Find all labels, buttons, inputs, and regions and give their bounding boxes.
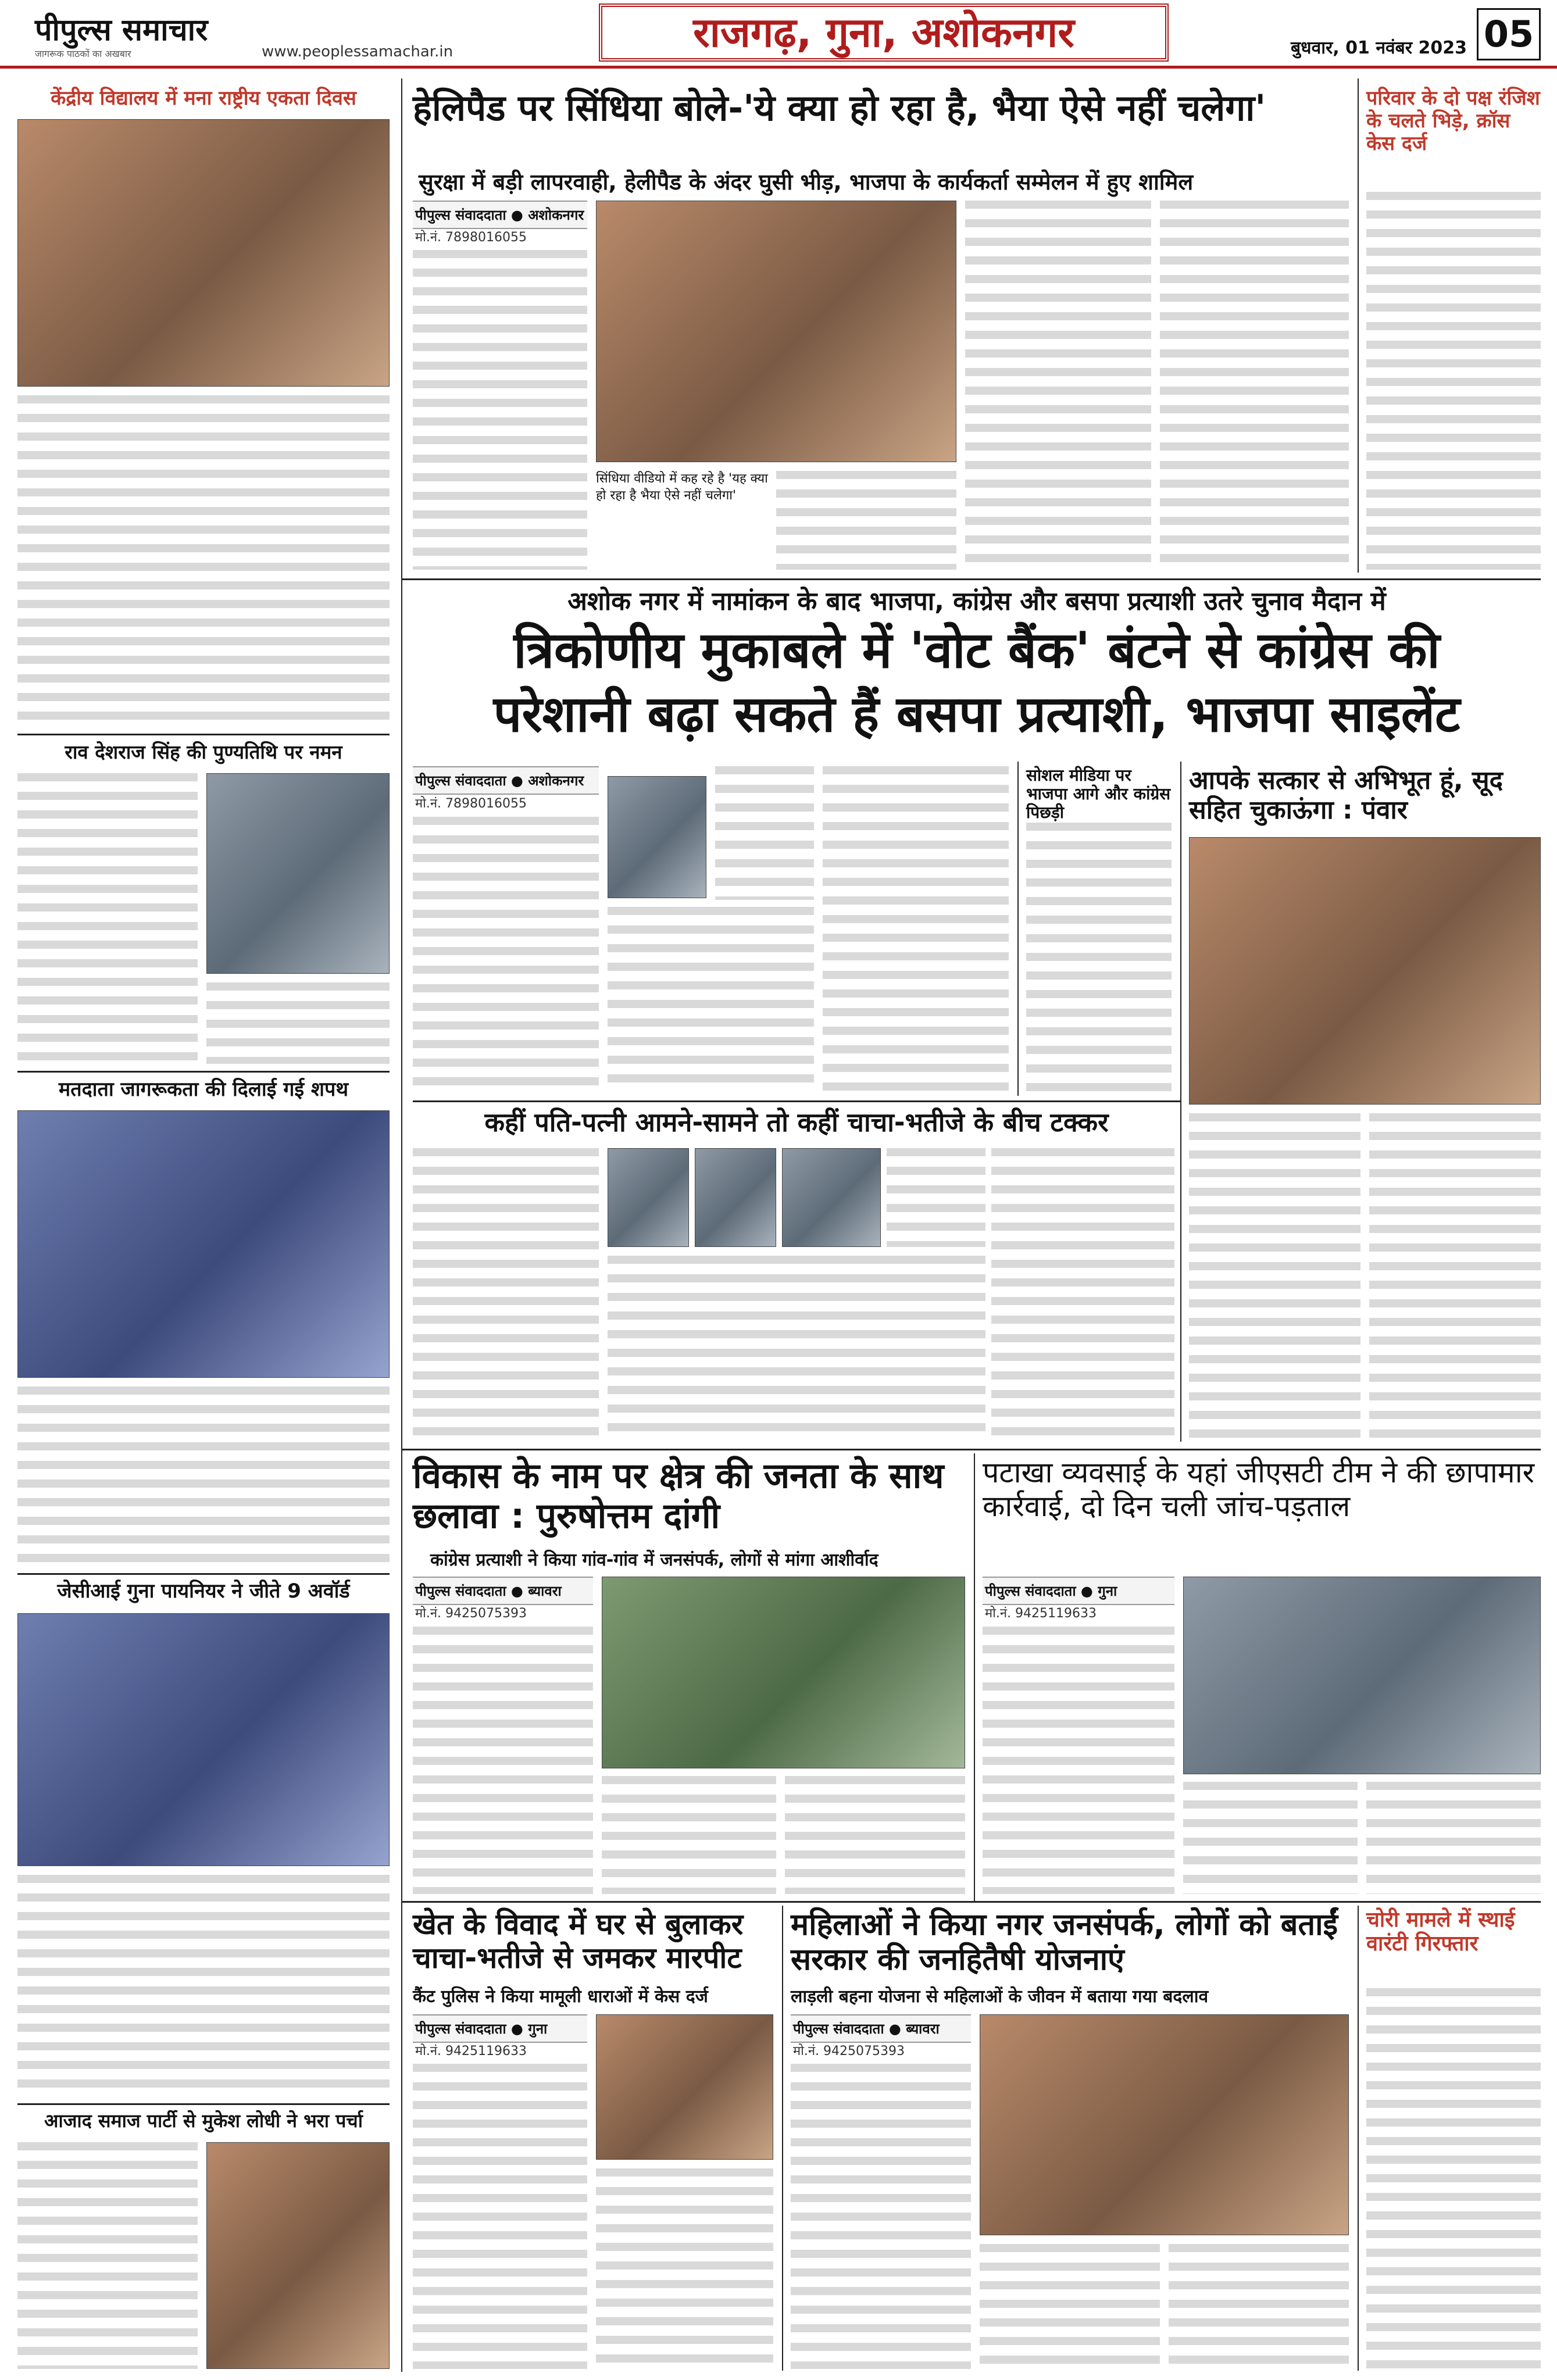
banner-kicker: अशोक नगर में नामांकन के बाद भाजपा, कांग्रेस और बसपा प्रत्याशी उतरे चुनाव मैदान में xyxy=(567,587,1386,616)
column-rule xyxy=(1358,78,1359,573)
pawar-headline: आपके सत्कार से अभिभूत हूं, सूद सहित चुकाऊंगा : पंवार xyxy=(1189,766,1504,825)
vikas-text-1 xyxy=(413,1627,593,1894)
khet-subhead: कैंट पुलिस ने किया मामूली धाराओं में केस दर्ज xyxy=(413,1986,708,2007)
vikas-photo xyxy=(602,1577,965,1768)
khet-text-1 xyxy=(413,2064,587,2369)
lead-text-4 xyxy=(1160,201,1349,570)
khet-mobile: मो.नं. 9425119633 xyxy=(415,2044,527,2059)
candidate-photo-1 xyxy=(608,1148,689,1247)
divider xyxy=(17,2103,390,2105)
khet-text-2 xyxy=(596,2168,773,2369)
gst-text-1 xyxy=(983,1627,1174,1894)
right-top-headline: परिवार के दो पक्ष रंजिश के चलते भिड़े, क्रॉस केस दर्ज xyxy=(1366,87,1540,156)
mahila-photo xyxy=(980,2014,1349,2235)
family-text-1 xyxy=(413,1148,599,1442)
masthead-url: www.peoplessamachar.in xyxy=(262,43,453,60)
lead-headline: हेलिपैड पर सिंधिया बोले-'ये क्या हो रहा है, भैया ऐसे नहीं चलेगा' xyxy=(413,87,1266,129)
pawar-text-1 xyxy=(1189,1113,1360,1442)
masthead xyxy=(0,0,1557,69)
mahila-text-1 xyxy=(791,2064,971,2369)
chori-text xyxy=(1366,1988,1541,2369)
left-h4: जेसीआई गुना पायनियर ने जीते 9 अवॉर्ड xyxy=(57,1579,350,1603)
pawar-text-2 xyxy=(1369,1113,1541,1442)
logo-tagline: जागरूक पाठकों का अखबार xyxy=(35,48,131,59)
vikas-text-2 xyxy=(602,1776,776,1894)
gst-text-2 xyxy=(1183,1782,1358,1894)
column-rule xyxy=(974,1453,975,1901)
mahila-byline: पीपुल्स संवाददाता ● ब्यावरा xyxy=(791,2014,971,2043)
masthead-logo: पीपुल्स समाचार जागरूक पाठकों का अखबार xyxy=(35,13,208,59)
banner-mobile: मो.नं. 7898016055 xyxy=(415,796,527,811)
social-headline: सोशल मीडिया पर भाजपा आगे और कांग्रेस पिछड़ी xyxy=(1026,766,1171,823)
divider xyxy=(401,1901,1541,1903)
candidate-photo-3 xyxy=(782,1148,881,1247)
candidate-photo-2 xyxy=(695,1148,776,1247)
tribute-photo xyxy=(206,773,390,974)
tribute-text-2 xyxy=(206,982,390,1064)
vikas-mobile: मो.नं. 9425075393 xyxy=(415,1606,527,1621)
candidate-photo xyxy=(608,776,706,898)
chori-headline: चोरी मामले में स्थाई वारंटी गिरफ्तार xyxy=(1366,1908,1515,1956)
right-top-text xyxy=(1366,192,1541,570)
divider xyxy=(401,578,1541,580)
left-h2: राव देशराज सिंह की पुण्यतिथि पर नमन xyxy=(65,741,342,763)
voter-awareness-photo xyxy=(17,1110,390,1378)
jci-awards-text xyxy=(17,1875,390,2096)
nomination-photo xyxy=(206,2142,390,2369)
page-number: 05 xyxy=(1477,8,1541,60)
khet-headline: खेत के विवाद में घर से बुलाकर चाचा-भतीजे से जमकर मारपीट xyxy=(413,1907,744,1975)
gst-photo xyxy=(1183,1577,1541,1774)
left-h1: केंद्रीय विद्यालय में मना राष्ट्रीय एकता दिवस xyxy=(51,87,356,110)
pawar-photo xyxy=(1189,837,1541,1105)
lead-photo-caption: सिंधिया वीडियो में कह रहे है 'यह क्या हो रहा है भैया ऐसे नहीं चलेगा' xyxy=(596,471,768,503)
gst-byline: पीपुल्स संवाददाता ● गुना xyxy=(983,1577,1174,1605)
family-headline: कहीं पति-पत्नी आमने-सामने तो कहीं चाचा-भतीजे के बीच टक्कर xyxy=(484,1107,1109,1138)
gst-mobile: मो.नं. 9425119633 xyxy=(985,1606,1097,1621)
lead-mobile: मो.नं. 7898016055 xyxy=(415,230,527,245)
lead-byline: पीपुल्स संवाददाता ● अशोकनगर xyxy=(413,201,587,229)
tribute-text xyxy=(17,773,198,1064)
column-rule xyxy=(1358,1906,1359,2371)
region-title: राजगढ़, गुना, अशोकनगर xyxy=(599,3,1169,62)
jci-awards-photo xyxy=(17,1613,390,1866)
vikas-text-3 xyxy=(785,1776,965,1894)
family-text-3 xyxy=(608,1256,985,1442)
banner-text-3 xyxy=(608,907,814,1093)
column-rule xyxy=(782,1906,783,2371)
left-h5: आजाद समाज पार्टी से मुकेश लोधी ने भरा पर्चा xyxy=(44,2110,363,2132)
banner-text-2 xyxy=(715,766,814,900)
banner-headline-1: त्रिकोणीय मुकाबले में 'वोट बैंक' बंटने से कांग्रेस की xyxy=(513,621,1440,680)
banner-byline: पीपुल्स संवाददाता ● अशोकनगर xyxy=(413,766,599,795)
mahila-headline: महिलाओं ने किया नगर जनसंपर्क, लोगों को बताईं सरकार की जनहितैषी योजनाएं xyxy=(791,1907,1338,1977)
lead-photo xyxy=(596,201,956,462)
divider xyxy=(401,1449,1541,1450)
lead-text-2 xyxy=(776,471,956,570)
mahila-mobile: मो.नं. 9425075393 xyxy=(793,2044,905,2059)
lead-text-3 xyxy=(965,201,1151,570)
banner-headline-2: परेशानी बढ़ा सकते हैं बसपा प्रत्याशी, भाजपा साइलेंट xyxy=(493,685,1460,744)
unity-day-text xyxy=(17,395,390,727)
khet-photo xyxy=(596,2014,773,2160)
divider xyxy=(17,1573,390,1575)
mahila-text-3 xyxy=(1169,2244,1349,2369)
unity-day-photo xyxy=(17,119,390,387)
divider xyxy=(413,1100,1180,1102)
gst-text-3 xyxy=(1366,1782,1541,1894)
vikas-headline: विकास के नाम पर क्षेत्र की जनता के साथ छलावा : पुरुषोत्तम दांगी xyxy=(413,1456,944,1536)
column-rule xyxy=(1017,762,1019,1096)
family-text-4 xyxy=(991,1148,1174,1442)
vikas-subhead: कांग्रेस प्रत्याशी ने किया गांव-गांव में जनसंपर्क, लोगों से मांगा आशीर्वाद xyxy=(430,1550,879,1570)
mahila-subhead: लाड़ली बहना योजना से महिलाओं के जीवन में बताया गया बदलाव xyxy=(791,1986,1209,2007)
gst-headline: पटाखा व्यवसाई के यहां जीएसटी टीम ने की छापामार कार्रवाई, दो दिन चली जांच-पड़ताल xyxy=(983,1456,1535,1523)
mahila-text-2 xyxy=(980,2244,1160,2369)
left-h3: मतदाता जागरूकता की दिलाई गई शपथ xyxy=(58,1078,349,1101)
social-text xyxy=(1026,823,1172,1093)
issue-date: बुधवार, 01 नवंबर 2023 xyxy=(1291,38,1467,58)
banner-text-4 xyxy=(823,766,1009,1093)
lead-subhead: सुरक्षा में बड़ी लापरवाही, हेलीपैड के अंदर घुसी भीड़, भाजपा के कार्यकर्ता सम्मेलन में हुए शामिल xyxy=(419,169,1194,195)
lead-text-1 xyxy=(413,250,587,570)
khet-byline: पीपुल्स संवाददाता ● गुना xyxy=(413,2014,587,2043)
column-rule xyxy=(1180,762,1181,1442)
divider xyxy=(17,1071,390,1073)
family-text-2 xyxy=(887,1148,985,1247)
divider xyxy=(17,734,390,735)
vikas-byline: पीपुल्स संवाददाता ● ब्यावरा xyxy=(413,1577,593,1605)
voter-awareness-text xyxy=(17,1386,390,1567)
column-rule xyxy=(401,78,402,2372)
nomination-text xyxy=(17,2142,198,2369)
banner-text-1 xyxy=(413,817,599,1093)
